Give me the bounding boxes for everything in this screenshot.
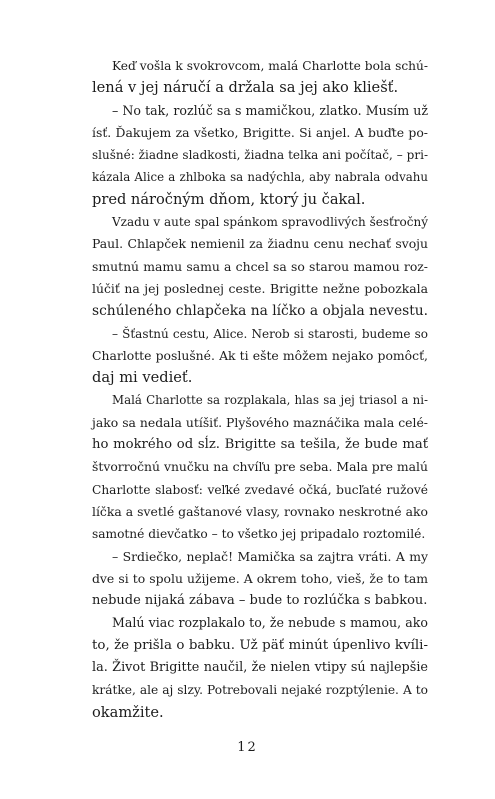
- text-line: daj mi vedieť.: [92, 369, 193, 387]
- text-line: lúčiť na jej poslednej ceste. Brigitte nežne pobozkala: [92, 280, 428, 296]
- text-line: Charlotte slabosť: veľké zvedavé očká, bucľaté ružové: [92, 482, 428, 497]
- text-line: to, že prišla o babku. Už päť minút úpenlivo kvíli-: [92, 637, 428, 653]
- text-line: samotné dievčatko – to všetko jej pripadalo roztomilé.: [92, 527, 426, 542]
- text-line: Keď vošla k svokrovcom, malá Charlotte bola schú-: [112, 59, 428, 73]
- paragraph: [92, 389, 428, 545]
- paragraph: [92, 55, 428, 100]
- text-line: la. Život Brigitte naučil, že nielen vtipy sú najlepšie: [92, 660, 428, 676]
- text-line: Vzadu v aute spal spánkom spravodlivých šesťročný: [112, 215, 428, 230]
- paragraph: [92, 211, 428, 322]
- text-line: okamžite.: [92, 703, 164, 721]
- text-line: jako sa nedala utíšiť. Plyšového maznáčika mala celé-: [92, 414, 428, 430]
- paragraph: [92, 323, 428, 390]
- text-line: nebude nijaká zábava – bude to rozlúčka s babkou.: [92, 593, 428, 609]
- paragraph: [92, 612, 428, 723]
- text-line: Malá Charlotte sa rozplakala, hlas sa jej triasol a ni-: [112, 393, 428, 408]
- text-line: – No tak, rozlúč sa s mamičkou, zlatko. Musím už: [112, 102, 428, 118]
- text-line: – Šťastnú cestu, Alice. Nerob si starosti, budeme so: [112, 326, 428, 341]
- text-line: smutnú mamu samu a chcel sa so starou mamou roz-: [92, 258, 428, 274]
- paragraph: [92, 100, 428, 211]
- text-line: Paul. Chlapček nemienil za žiadnu cenu nechať svoju: [92, 236, 428, 252]
- text-line: ísť. Ďakujem za všetko, Brigitte. Si anjel. A buďte po-: [92, 124, 428, 140]
- text-line: slušné: žiadne sladkosti, žiadna telka ani počítač, – pri-: [92, 148, 428, 163]
- paragraph: [92, 546, 428, 613]
- text-line: Charlotte poslušné. Ak ti ešte môžem nejako pomôcť,: [92, 347, 428, 363]
- page-number: 12: [237, 740, 258, 755]
- text-line: dve si to spolu užijeme. A okrem toho, vieš, že to tam: [92, 570, 428, 586]
- text-line: líčka a svetlé gaštanové vlasy, rovnako neskrotné ako: [92, 503, 428, 519]
- text-line: krátke, ale aj slzy. Potrebovali nejaké rozptýlenie. A to: [92, 683, 428, 698]
- text-line: kázala Alice a zhlboka sa nadýchla, aby nabrala odvahu: [92, 170, 428, 185]
- text-line: štvorročnú vnučku na chvíľu pre seba. Mala pre malú: [92, 459, 428, 475]
- text-line: ho mokrého od sĺz. Brigitte sa tešila, že bude mať: [92, 437, 428, 453]
- text-line: pred náročným dňom, ktorý ju čakal.: [92, 190, 366, 208]
- text-line: schúleného chlapčeka na líčko a objala nevestu.: [92, 303, 429, 320]
- body-text: [92, 55, 428, 724]
- text-line: – Srdiečko, neplač! Mamička sa zajtra vráti. A my: [112, 548, 428, 564]
- text-line: Malú viac rozplakalo to, že nebude s mamou, ako: [112, 615, 428, 631]
- text-line: lená v jej náručí a držala sa jej ako kliešť.: [92, 79, 399, 97]
